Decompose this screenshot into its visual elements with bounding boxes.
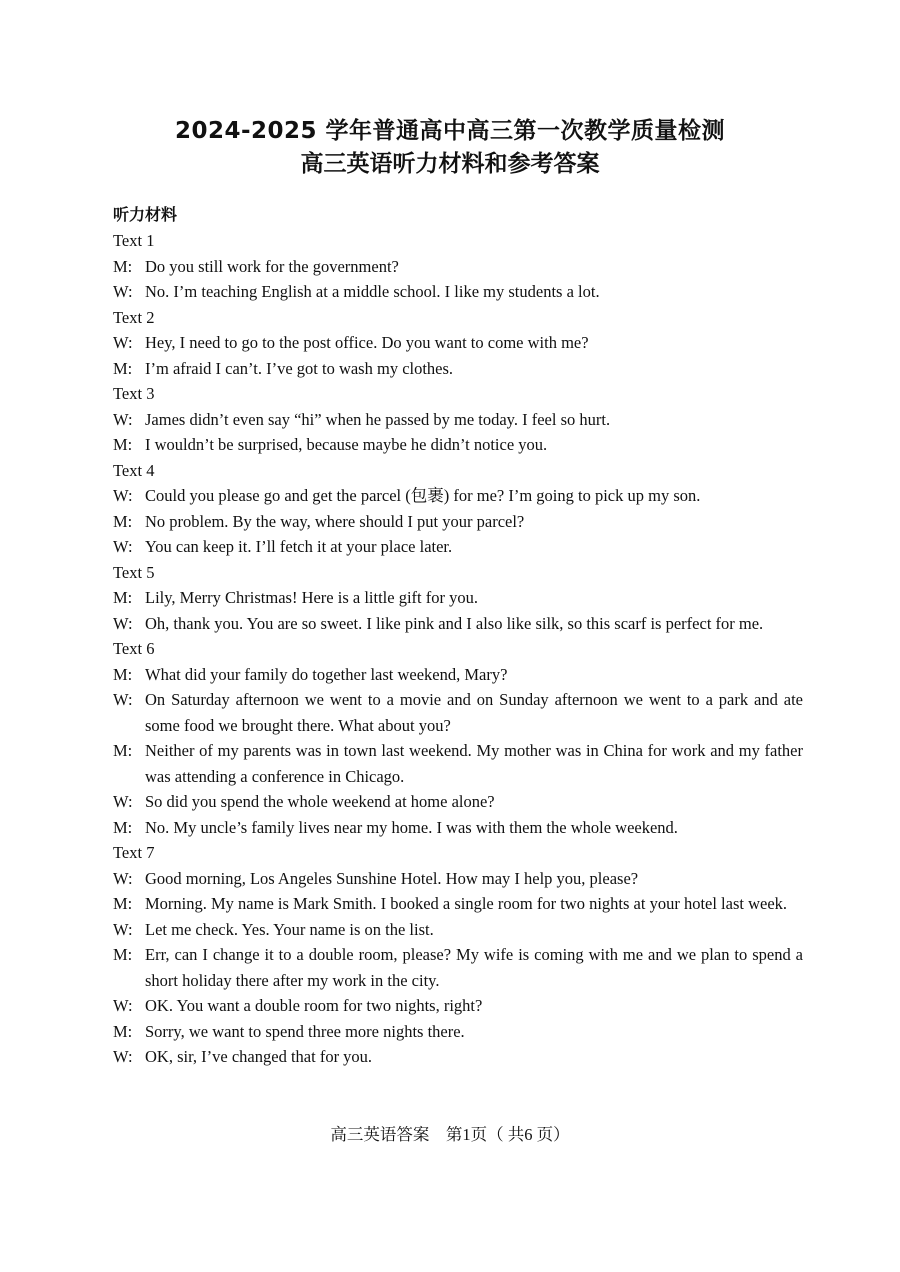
speaker-label: M:	[113, 664, 133, 684]
listening-material	[113, 202, 803, 1070]
dialogue-line	[113, 432, 803, 458]
dialogue-line	[113, 993, 803, 1019]
text-label: Text 7	[113, 843, 155, 862]
speaker-label: M:	[113, 817, 133, 837]
dialogue-text: Let me check. Yes. Your name is on the list.	[145, 919, 434, 939]
dialogue-text: Oh, thank you. You are so sweet. I like pink and I also like silk, so this scarf is perfect for me.	[145, 613, 764, 633]
speaker-label: M:	[113, 945, 133, 964]
dialogue-line	[113, 483, 803, 509]
dialogue-text: I’m afraid I can’t. I’ve got to wash my clothes.	[145, 358, 454, 378]
speaker-label: W:	[113, 537, 133, 556]
speaker-label: W:	[113, 996, 133, 1015]
dialogue-line	[113, 917, 803, 943]
dialogue-line	[113, 662, 803, 688]
dialogue-text: No. I’m teaching English at a middle school. I like my students a lot.	[145, 282, 600, 301]
dialogue-line	[113, 942, 803, 993]
speaker-label: W:	[113, 868, 133, 888]
speaker-label: M:	[113, 256, 133, 276]
dialogue-text: OK, sir, I’ve changed that for you.	[145, 1047, 373, 1066]
dialogue-text: Neither of my parents was in town last weekend. My mother was in China for work and my father was attending a conference in Chicago.	[145, 741, 803, 786]
speaker-label: W:	[113, 486, 133, 505]
speaker-label: W:	[113, 409, 133, 429]
dialogue-line	[113, 407, 803, 433]
dialogue-line	[113, 254, 803, 280]
text-label: Text 1	[113, 231, 155, 250]
dialogue-text: What did your family do together last weekend, Mary?	[145, 664, 508, 684]
dialogue-text: Could you please go and get the parcel (包裹) for me? I’m going to pick up my son.	[145, 486, 701, 505]
dialogue-text: Morning. My name is Mark Smith. I booked a single room for two nights at your hotel last week.	[145, 894, 788, 913]
dialogue-line	[113, 534, 803, 560]
speaker-label: W:	[113, 690, 133, 709]
dialogue-line	[113, 330, 803, 356]
dialogue-line	[113, 866, 803, 892]
dialogue-text: No. My uncle’s family lives near my home. I was with them the whole weekend.	[145, 817, 678, 837]
speaker-label: M:	[113, 358, 133, 378]
document-title: 2024-2025 学年普通高中高三第一次教学质量检测	[174, 118, 726, 144]
dialogue-line	[113, 356, 803, 382]
text-label: Text 6	[113, 639, 155, 658]
speaker-label: M:	[113, 511, 133, 531]
text-label: Text 2	[113, 307, 155, 327]
dialogue-text: Err, can I change it to a double room, please? My wife is coming with me and we plan to spend a short holiday there after my work in the city.	[145, 945, 803, 990]
speaker-label: M:	[113, 435, 133, 454]
speaker-label: M:	[113, 1021, 133, 1041]
dialogue-text: Hey, I need to go to the post office. Do you want to come with me?	[145, 333, 589, 352]
speaker-label: W:	[113, 792, 133, 811]
dialogue-text: Lily, Merry Christmas! Here is a little gift for you.	[145, 588, 478, 607]
document-header	[0, 116, 900, 180]
dialogue-line	[113, 611, 803, 637]
dialogue-line	[113, 891, 803, 917]
dialogue-line	[113, 687, 803, 738]
dialogue-line	[113, 789, 803, 815]
page-footer: 高三英语答案 第1页（ 共6 页）	[330, 1125, 570, 1144]
speaker-label: W:	[113, 282, 133, 301]
dialogue-line	[113, 279, 803, 305]
text-label: Text 5	[113, 562, 155, 582]
dialogue-line	[113, 585, 803, 611]
speaker-label: W:	[113, 919, 133, 939]
dialogue-text: Good morning, Los Angeles Sunshine Hotel. How may I help you, please?	[145, 868, 639, 888]
dialogue-line	[113, 509, 803, 535]
dialogue-text: So did you spend the whole weekend at home alone?	[145, 792, 495, 811]
speaker-label: W:	[113, 1047, 133, 1066]
dialogue-line	[113, 738, 803, 789]
dialogue-text: On Saturday afternoon we went to a movie and on Sunday afternoon we went to a park and ate some food we brought there. What about you?	[145, 690, 803, 735]
text-label: Text 3	[113, 384, 155, 403]
text-label: Text 4	[113, 460, 155, 480]
speaker-label: M:	[113, 588, 133, 607]
dialogue-text: Do you still work for the government?	[145, 256, 399, 276]
speaker-label: M:	[113, 894, 133, 913]
dialogue-text: I wouldn’t be surprised, because maybe he didn’t notice you.	[145, 435, 548, 454]
section-title: 听力材料	[113, 205, 178, 224]
dialogue-line	[113, 815, 803, 841]
dialogue-line	[113, 1044, 803, 1070]
speaker-label: M:	[113, 741, 133, 760]
dialogue-text: Sorry, we want to spend three more nights there.	[145, 1021, 465, 1041]
speaker-label: W:	[113, 613, 133, 633]
dialogue-text: No problem. By the way, where should I put your parcel?	[145, 511, 525, 531]
dialogue-text: OK. You want a double room for two nights, right?	[145, 996, 483, 1015]
document-subtitle: 高三英语听力材料和参考答案	[300, 151, 600, 177]
dialogue-line	[113, 1019, 803, 1045]
speaker-label: W:	[113, 333, 133, 352]
dialogue-text: You can keep it. I’ll fetch it at your place later.	[145, 537, 453, 556]
dialogue-text: James didn’t even say “hi” when he passed by me today. I feel so hurt.	[145, 409, 611, 429]
